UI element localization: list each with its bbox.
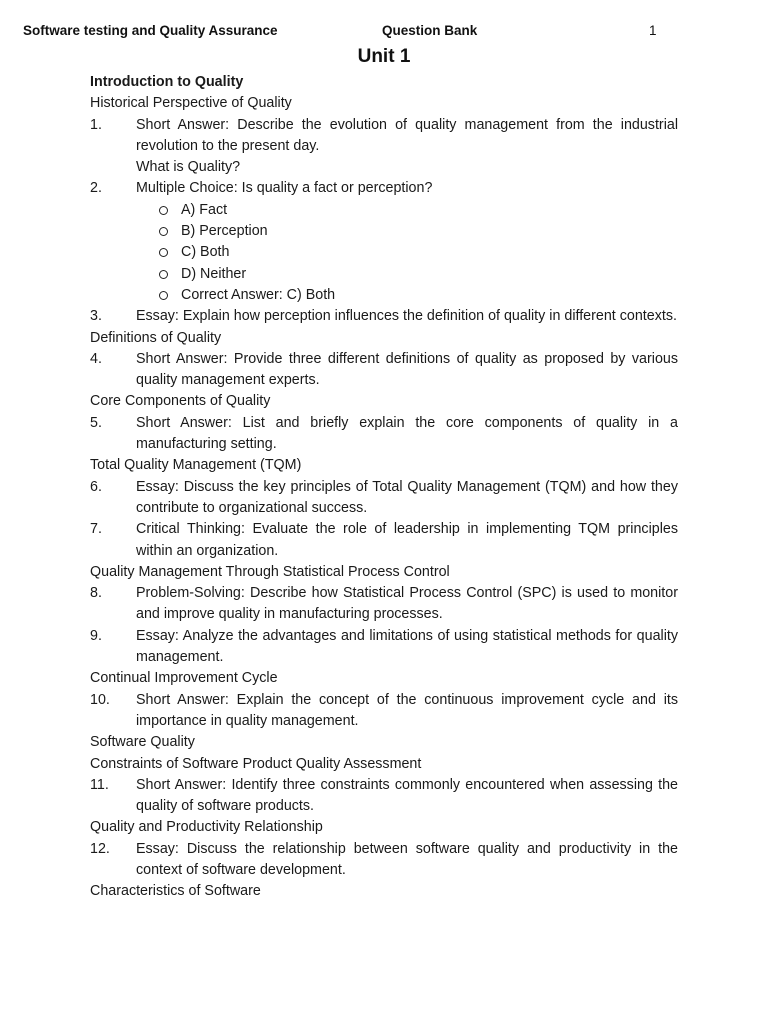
question-number: 9. [90, 627, 102, 644]
question-text: Essay: Discuss the relationship between software quality and productivity in the context of software development. [136, 840, 678, 878]
question-8 [90, 583, 678, 626]
option-text: C) Both [181, 244, 230, 261]
question-11 [90, 775, 678, 818]
question-1-followup [90, 157, 678, 178]
question-number: 2. [90, 180, 102, 197]
question-4 [90, 349, 678, 392]
circle-bullet-icon [159, 206, 168, 215]
question-10 [90, 690, 678, 733]
question-text: What is Quality? [136, 159, 241, 176]
question-text: Short Answer: List and briefly explain the core components of quality in a manufacturing setting. [136, 414, 678, 453]
section-characteristics: Characteristics of Software [90, 883, 261, 900]
question-number: 10. [90, 691, 110, 708]
question-text: Essay: Explain how perception influences the definition of quality in different contexts. [136, 308, 677, 325]
question-number: 7. [90, 521, 102, 538]
question-text: Short Answer: Identify three constraints commonly encountered when assessing the quality of software products. [136, 776, 678, 815]
option-b [90, 221, 678, 242]
section-core-components: Core Components of Quality [90, 393, 271, 410]
section-heading-introduction: Introduction to Quality [90, 74, 244, 90]
question-text: Essay: Discuss the key principles of Total Quality Management (TQM) and how they contribute to organizational success. [136, 478, 678, 516]
question-6 [90, 477, 678, 520]
question-number: 11. [90, 776, 109, 793]
option-text: B) Perception [181, 223, 268, 240]
circle-bullet-icon [159, 248, 168, 257]
section-spc: Quality Management Through Statistical Process Control [90, 563, 450, 580]
question-text: Multiple Choice: Is quality a fact or perception? [136, 180, 433, 197]
section-constraints: Constraints of Software Product Quality Assessment [90, 755, 422, 772]
question-number: 8. [90, 585, 102, 602]
option-c [90, 242, 678, 263]
option-text: Correct Answer: C) Both [181, 286, 336, 303]
question-5 [90, 413, 678, 456]
question-number: 1. [90, 116, 102, 133]
question-1 [90, 115, 678, 158]
question-2 [90, 178, 678, 199]
section-definitions: Definitions of Quality [90, 329, 222, 346]
unit-title: Unit 1 [357, 46, 411, 67]
option-d [90, 264, 678, 285]
section-quality-productivity: Quality and Productivity Relationship [90, 819, 323, 836]
section-tqm: Total Quality Management (TQM) [90, 457, 302, 474]
question-7 [90, 519, 678, 562]
header-question-bank: Question Bank [382, 23, 478, 38]
option-a [90, 200, 678, 221]
question-number: 4. [90, 350, 102, 367]
question-list [90, 72, 678, 903]
page-number: 1 [649, 23, 657, 38]
circle-bullet-icon [159, 291, 168, 300]
section-software-quality: Software Quality [90, 734, 195, 751]
question-text: Short Answer: Describe the evolution of quality management from the industrial revolution to the present day. [136, 116, 678, 154]
circle-bullet-icon [159, 270, 168, 279]
option-text: A) Fact [181, 201, 228, 218]
option-text: D) Neither [181, 265, 247, 282]
question-3 [90, 306, 678, 327]
header-document-title: Software testing and Quality Assurance [23, 23, 278, 38]
question-text: Critical Thinking: Evaluate the role of leadership in implementing TQM principles within an organization. [136, 521, 678, 559]
section-historical-perspective: Historical Perspective of Quality [90, 95, 292, 112]
question-number: 6. [90, 478, 102, 495]
question-number: 12. [90, 840, 110, 857]
question-number: 3. [90, 308, 102, 325]
question-text: Short Answer: Provide three different definitions of quality as proposed by various quality management experts. [136, 350, 678, 389]
question-text: Essay: Analyze the advantages and limitations of using statistical methods for quality management. [136, 627, 678, 666]
question-text: Short Answer: Explain the concept of the continuous improvement cycle and its importance in quality management. [136, 691, 678, 729]
question-12 [90, 839, 678, 882]
section-continual-improvement: Continual Improvement Cycle [90, 670, 278, 687]
question-text: Problem-Solving: Describe how Statistical Process Control (SPC) is used to monitor and improve quality in manufacturing processes. [136, 585, 678, 623]
option-correct-answer [90, 285, 678, 306]
circle-bullet-icon [159, 227, 168, 236]
question-9 [90, 626, 678, 669]
question-number: 5. [90, 414, 102, 431]
